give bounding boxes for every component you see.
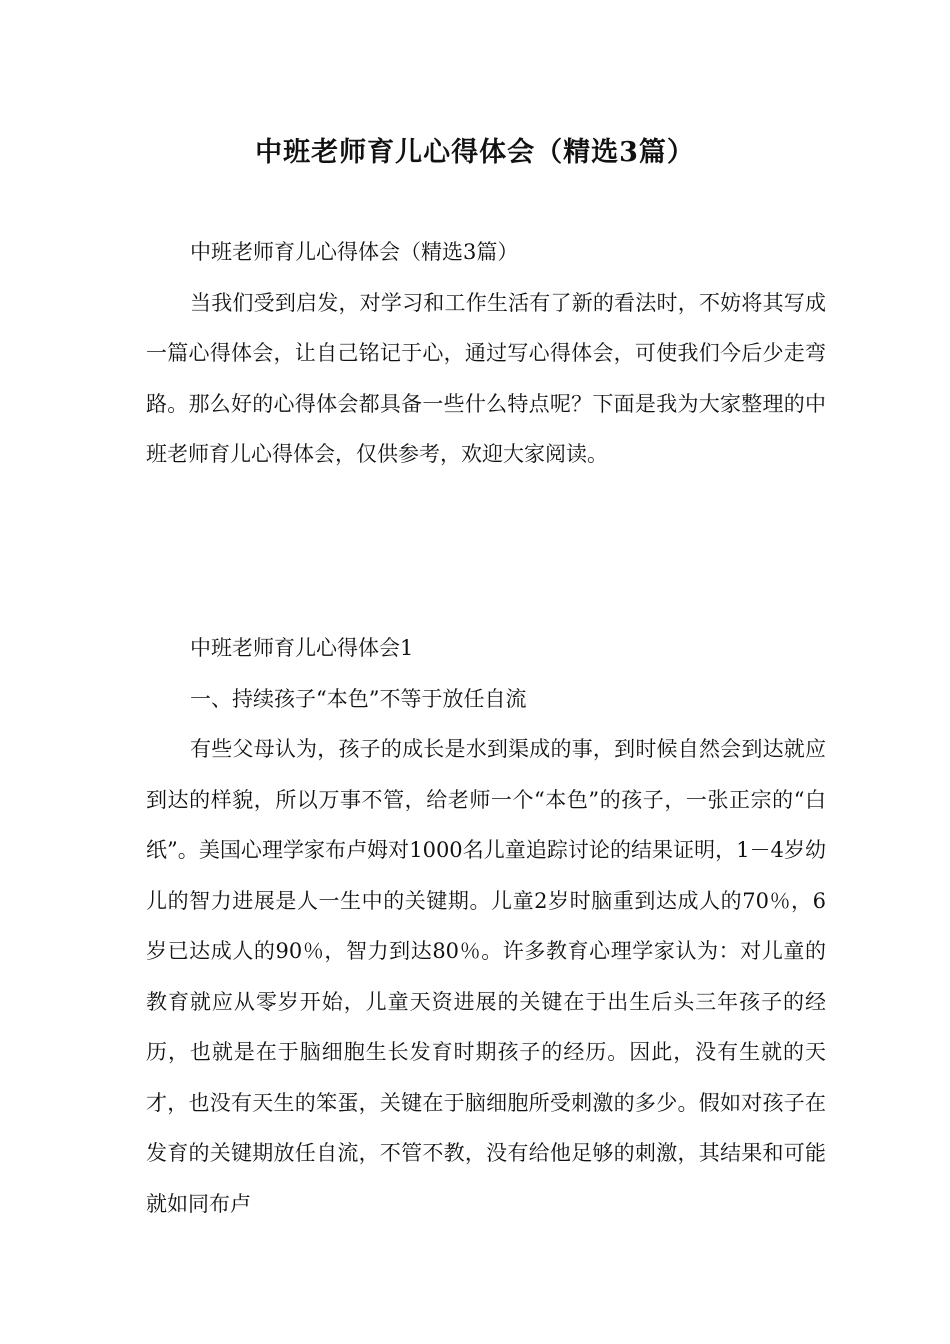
intro-paragraph: 当我们受到启发，对学习和工作生活有了新的看法时，不妨将其写成一篇心得体会，让自己铭记于心，通过写心得体会，可使我们今后少走弯路。那么好的心得体会都具备一些什么特点呢？下面是我为大家整理的中班老师育儿心得体会，仅供参考，欢迎大家阅读。 [146,290,826,466]
section-1-subheading: 一、持续孩子“本色”不等于放任自流 [190,686,527,711]
subtitle: 中班老师育儿心得体会（精选3篇） [190,240,519,264]
document-title: 中班老师育儿心得体会（精选3篇） [255,137,695,168]
intro-block [146,227,826,480]
section-1-heading: 中班老师育儿心得体会1 [190,636,414,660]
section-1-body: 有些父母认为，孩子的成长是水到渠成的事，到时候自然会到达就应到达的样貌，所以万事不管，给老师一个“本色”的孩子，一张正宗的“白纸”。美国心理学家布卢姆对1000名儿童追踪讨论的结果证明，1－4岁幼儿的智力进展是人一生中的关键期。儿童2岁时脑重到达成人的70％，6岁已达成人的90％，智力到达80％。许多教育心理学家认为：对儿童的教育就应从零岁开始，儿童天资进展的关键在于出生后头三年孩子的经历，也就是在于脑细胞生长发育时期孩子的经历。因此，没有生就的天才，也没有天生的笨蛋，关键在于脑细胞所受刺激的多少。假如对孩子在发育的关键期放任自流，不管不教，没有给他足够的刺激，其结果和可能就如同布卢 [146,737,826,1216]
section-1 [146,623,826,1229]
